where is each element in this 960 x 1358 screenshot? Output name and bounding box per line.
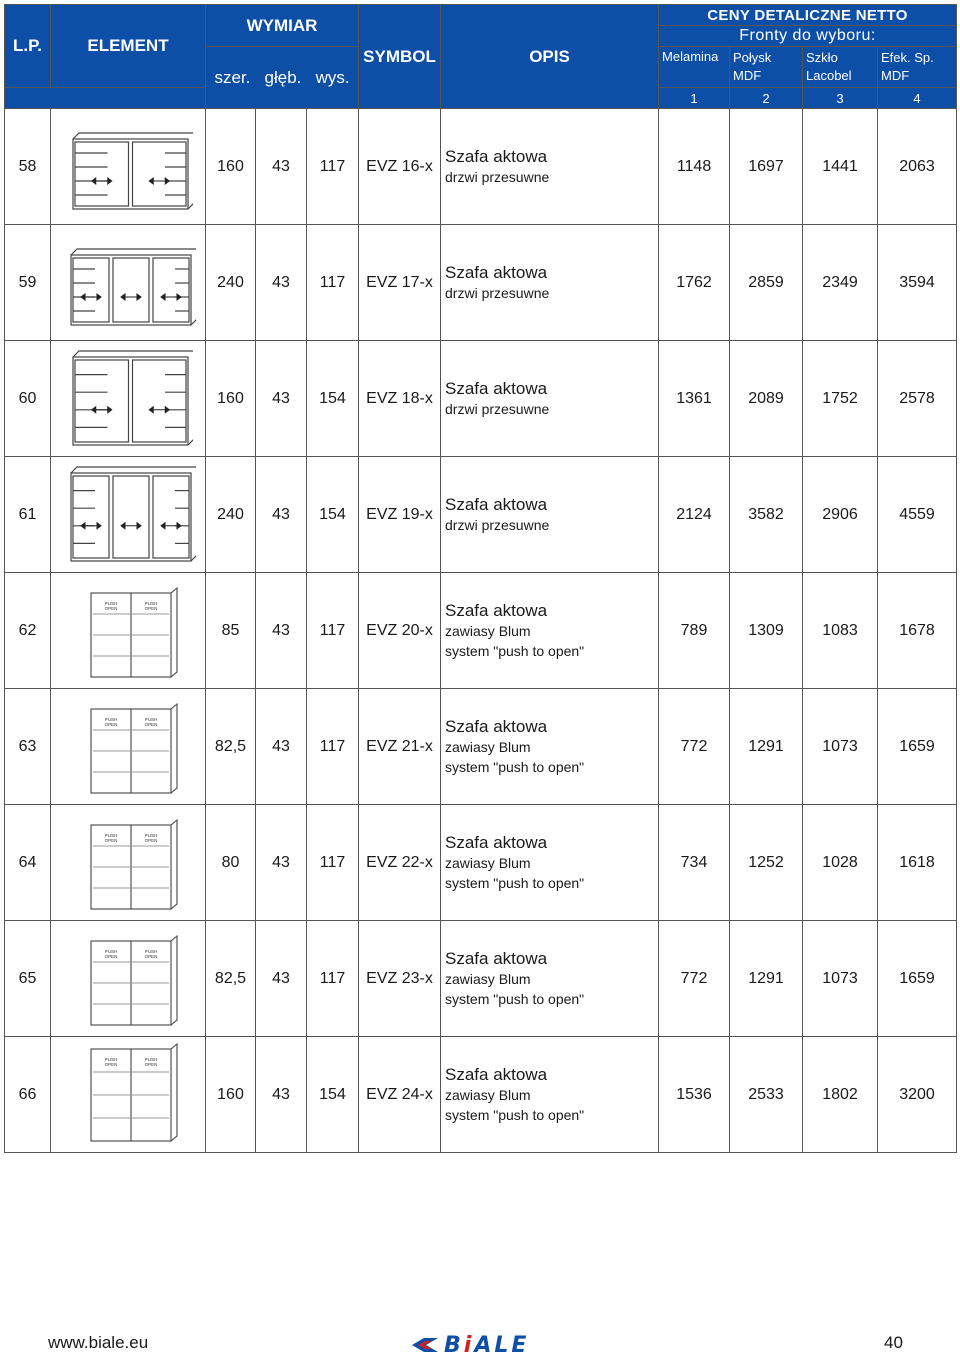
header-szer: szer. [214,67,251,87]
row-price-efek: 1659 [878,689,957,805]
row-opis-title: Szafa aktowa [445,600,548,620]
row-opis [441,225,659,341]
header-lp: L.P. [5,5,51,88]
row-price-melamina: 2124 [659,457,730,573]
header-num-1: 1 [659,88,730,109]
price-table [4,4,957,1153]
row-gleb: 43 [256,109,307,225]
row-gleb: 43 [256,921,307,1037]
svg-text:OPEN: OPEN [104,953,118,959]
table-row [5,921,957,1037]
header-col1 [659,47,730,88]
row-element-figure [51,457,206,573]
row-price-melamina: 1536 [659,1037,730,1153]
table-row [5,457,957,573]
row-opis-line2: drzwi przesuwne [445,168,550,185]
row-symbol: EVZ 20-x [359,573,441,689]
hinged-wardrobe-drawing [63,927,193,1031]
row-wys: 117 [307,805,359,921]
row-symbol: EVZ 17-x [359,225,441,341]
table-row [5,341,957,457]
row-gleb: 43 [256,457,307,573]
row-price-efek: 1678 [878,573,957,689]
hinged-wardrobe-drawing [63,811,193,915]
table-row [5,1037,957,1153]
row-szer: 160 [206,109,256,225]
row-price-polysk: 1291 [730,921,803,1037]
table-row [5,225,957,341]
row-price-szklo: 1073 [803,689,878,805]
row-szer: 82,5 [206,921,256,1037]
row-opis-line2: drzwi przesuwne [445,516,550,533]
row-lp: 59 [5,225,51,341]
svg-text:OPEN: OPEN [144,1061,158,1067]
row-opis-line3: system "push to open" [445,874,585,891]
header-num-3: 3 [803,88,878,109]
header-col4 [878,47,957,88]
svg-text:PUSH: PUSH [144,1056,158,1062]
row-price-polysk: 1309 [730,573,803,689]
header-wys: wys. [315,67,350,87]
row-opis-line2: zawiasy Blum [445,854,531,871]
row-opis-line2: zawiasy Blum [445,1086,531,1103]
header-col4-sub: MDF [881,68,910,83]
svg-text:PUSH: PUSH [144,716,158,722]
row-price-polysk: 3582 [730,457,803,573]
row-lp: 63 [5,689,51,805]
row-element-figure [51,573,206,689]
row-opis [441,457,659,573]
page-number: 40 [884,1333,903,1352]
row-opis-line2: drzwi przesuwne [445,284,550,301]
svg-text:OPEN: OPEN [144,721,158,727]
hinged-wardrobe-drawing [63,579,193,683]
row-opis [441,341,659,457]
row-symbol: EVZ 16-x [359,109,441,225]
table-row [5,689,957,805]
row-price-szklo: 1083 [803,573,878,689]
row-opis-title: Szafa aktowa [445,262,548,282]
row-price-polysk: 1291 [730,689,803,805]
row-symbol: EVZ 22-x [359,805,441,921]
svg-text:OPEN: OPEN [144,605,158,611]
svg-text:PUSH: PUSH [104,716,118,722]
svg-text:OPEN: OPEN [144,953,158,959]
row-price-melamina: 772 [659,689,730,805]
row-lp: 60 [5,341,51,457]
row-wys: 154 [307,1037,359,1153]
row-price-polysk: 2859 [730,225,803,341]
row-symbol: EVZ 21-x [359,689,441,805]
row-opis [441,689,659,805]
row-price-polysk: 1252 [730,805,803,921]
header-col2 [730,47,803,88]
row-element-figure [51,341,206,457]
row-price-efek: 3200 [878,1037,957,1153]
row-szer: 160 [206,1037,256,1153]
row-price-szklo: 2906 [803,457,878,573]
logo-text: BiALE [444,1332,530,1358]
hinged-wardrobe-drawing [63,695,193,799]
row-opis-title: Szafa aktowa [445,146,548,166]
header-symbol: SYMBOL [359,5,441,109]
brand-logo [410,1332,529,1358]
svg-text:OPEN: OPEN [104,837,118,843]
header-element: ELEMENT [51,5,206,88]
row-opis-title: Szafa aktowa [445,378,548,398]
row-gleb: 43 [256,1037,307,1153]
row-lp: 66 [5,1037,51,1153]
header-col2-label: Połysk [733,50,772,65]
svg-text:OPEN: OPEN [104,605,118,611]
row-price-melamina: 789 [659,573,730,689]
svg-text:PUSH: PUSH [144,600,158,606]
sliding-wardrobe-drawing [61,233,196,333]
row-wys: 117 [307,573,359,689]
row-price-efek: 3594 [878,225,957,341]
row-opis [441,109,659,225]
row-opis-title: Szafa aktowa [445,832,548,852]
row-szer: 160 [206,341,256,457]
row-opis-line2: zawiasy Blum [445,622,531,639]
row-price-szklo: 2349 [803,225,878,341]
row-lp: 58 [5,109,51,225]
header-dims [206,47,359,109]
row-gleb: 43 [256,225,307,341]
row-opis-line2: zawiasy Blum [445,970,531,987]
row-element-figure [51,689,206,805]
header-col1-label: Melamina [662,49,719,64]
header-col4-label: Efek. Sp. [881,50,934,65]
header-col3 [803,47,878,88]
svg-text:OPEN: OPEN [104,721,118,727]
header-gleb: głęb. [264,67,302,87]
row-price-melamina: 1361 [659,341,730,457]
logo-swoosh-icon [410,1335,440,1355]
row-lp: 65 [5,921,51,1037]
row-symbol: EVZ 18-x [359,341,441,457]
row-element-figure [51,109,206,225]
row-price-szklo: 1802 [803,1037,878,1153]
row-gleb: 43 [256,805,307,921]
row-symbol: EVZ 19-x [359,457,441,573]
row-price-efek: 4559 [878,457,957,573]
table-row [5,109,957,225]
row-price-szklo: 1073 [803,921,878,1037]
row-wys: 117 [307,109,359,225]
header-wymiar: WYMIAR [206,5,359,47]
row-price-melamina: 1762 [659,225,730,341]
row-opis [441,805,659,921]
row-element-figure [51,921,206,1037]
row-price-polysk: 1697 [730,109,803,225]
header-num-2: 2 [730,88,803,109]
header-col3-sub: Lacobel [806,68,852,83]
row-opis-title: Szafa aktowa [445,494,548,514]
row-symbol: EVZ 24-x [359,1037,441,1153]
row-opis-title: Szafa aktowa [445,716,548,736]
row-szer: 82,5 [206,689,256,805]
row-price-melamina: 734 [659,805,730,921]
header-filler [5,88,206,109]
row-lp: 61 [5,457,51,573]
row-opis-line3: system "push to open" [445,990,585,1007]
row-gleb: 43 [256,341,307,457]
row-opis-line3: system "push to open" [445,642,585,659]
row-wys: 117 [307,225,359,341]
row-szer: 240 [206,225,256,341]
row-price-efek: 1659 [878,921,957,1037]
row-price-melamina: 772 [659,921,730,1037]
row-opis-line3: system "push to open" [445,1106,585,1123]
header-num-4: 4 [878,88,957,109]
sliding-wardrobe-drawing [63,117,193,217]
row-opis-line2: drzwi przesuwne [445,400,550,417]
svg-text:PUSH: PUSH [104,600,118,606]
svg-text:PUSH: PUSH [144,832,158,838]
hinged-wardrobe-drawing [63,1043,193,1147]
row-opis [441,573,659,689]
header-fronty: Fronty do wyboru: [659,26,957,47]
header-ceny: CENY DETALICZNE NETTO [659,5,957,26]
table-row [5,573,957,689]
row-price-szklo: 1441 [803,109,878,225]
svg-text:PUSH: PUSH [144,948,158,954]
sliding-wardrobe-drawing [63,349,193,449]
row-lp: 64 [5,805,51,921]
row-price-efek: 1618 [878,805,957,921]
row-price-polysk: 2089 [730,341,803,457]
table-body [5,109,957,1153]
row-price-efek: 2063 [878,109,957,225]
row-element-figure [51,805,206,921]
row-element-figure [51,1037,206,1153]
row-opis-line2: zawiasy Blum [445,738,531,755]
row-szer: 80 [206,805,256,921]
row-gleb: 43 [256,689,307,805]
row-opis-title: Szafa aktowa [445,948,548,968]
row-price-szklo: 1028 [803,805,878,921]
row-wys: 154 [307,341,359,457]
header-col2-sub: MDF [733,68,762,83]
header-row-1 [5,5,957,26]
row-element-figure [51,225,206,341]
header-opis: OPIS [441,5,659,109]
row-lp: 62 [5,573,51,689]
row-szer: 85 [206,573,256,689]
row-opis-title: Szafa aktowa [445,1064,548,1084]
row-opis-line3: system "push to open" [445,758,585,775]
sliding-wardrobe-drawing [61,465,196,565]
svg-text:OPEN: OPEN [144,837,158,843]
table-row [5,805,957,921]
svg-text:PUSH: PUSH [104,1056,118,1062]
row-wys: 117 [307,689,359,805]
row-opis [441,1037,659,1153]
row-wys: 154 [307,457,359,573]
row-opis [441,921,659,1037]
row-symbol: EVZ 23-x [359,921,441,1037]
row-wys: 117 [307,921,359,1037]
row-price-polysk: 2533 [730,1037,803,1153]
svg-text:PUSH: PUSH [104,948,118,954]
svg-text:OPEN: OPEN [104,1061,118,1067]
footer-url[interactable]: www.biale.eu [48,1333,149,1352]
svg-text:PUSH: PUSH [104,832,118,838]
row-price-szklo: 1752 [803,341,878,457]
row-szer: 240 [206,457,256,573]
row-price-efek: 2578 [878,341,957,457]
row-price-melamina: 1148 [659,109,730,225]
row-gleb: 43 [256,573,307,689]
header-col3-label: Szkło [806,50,838,65]
